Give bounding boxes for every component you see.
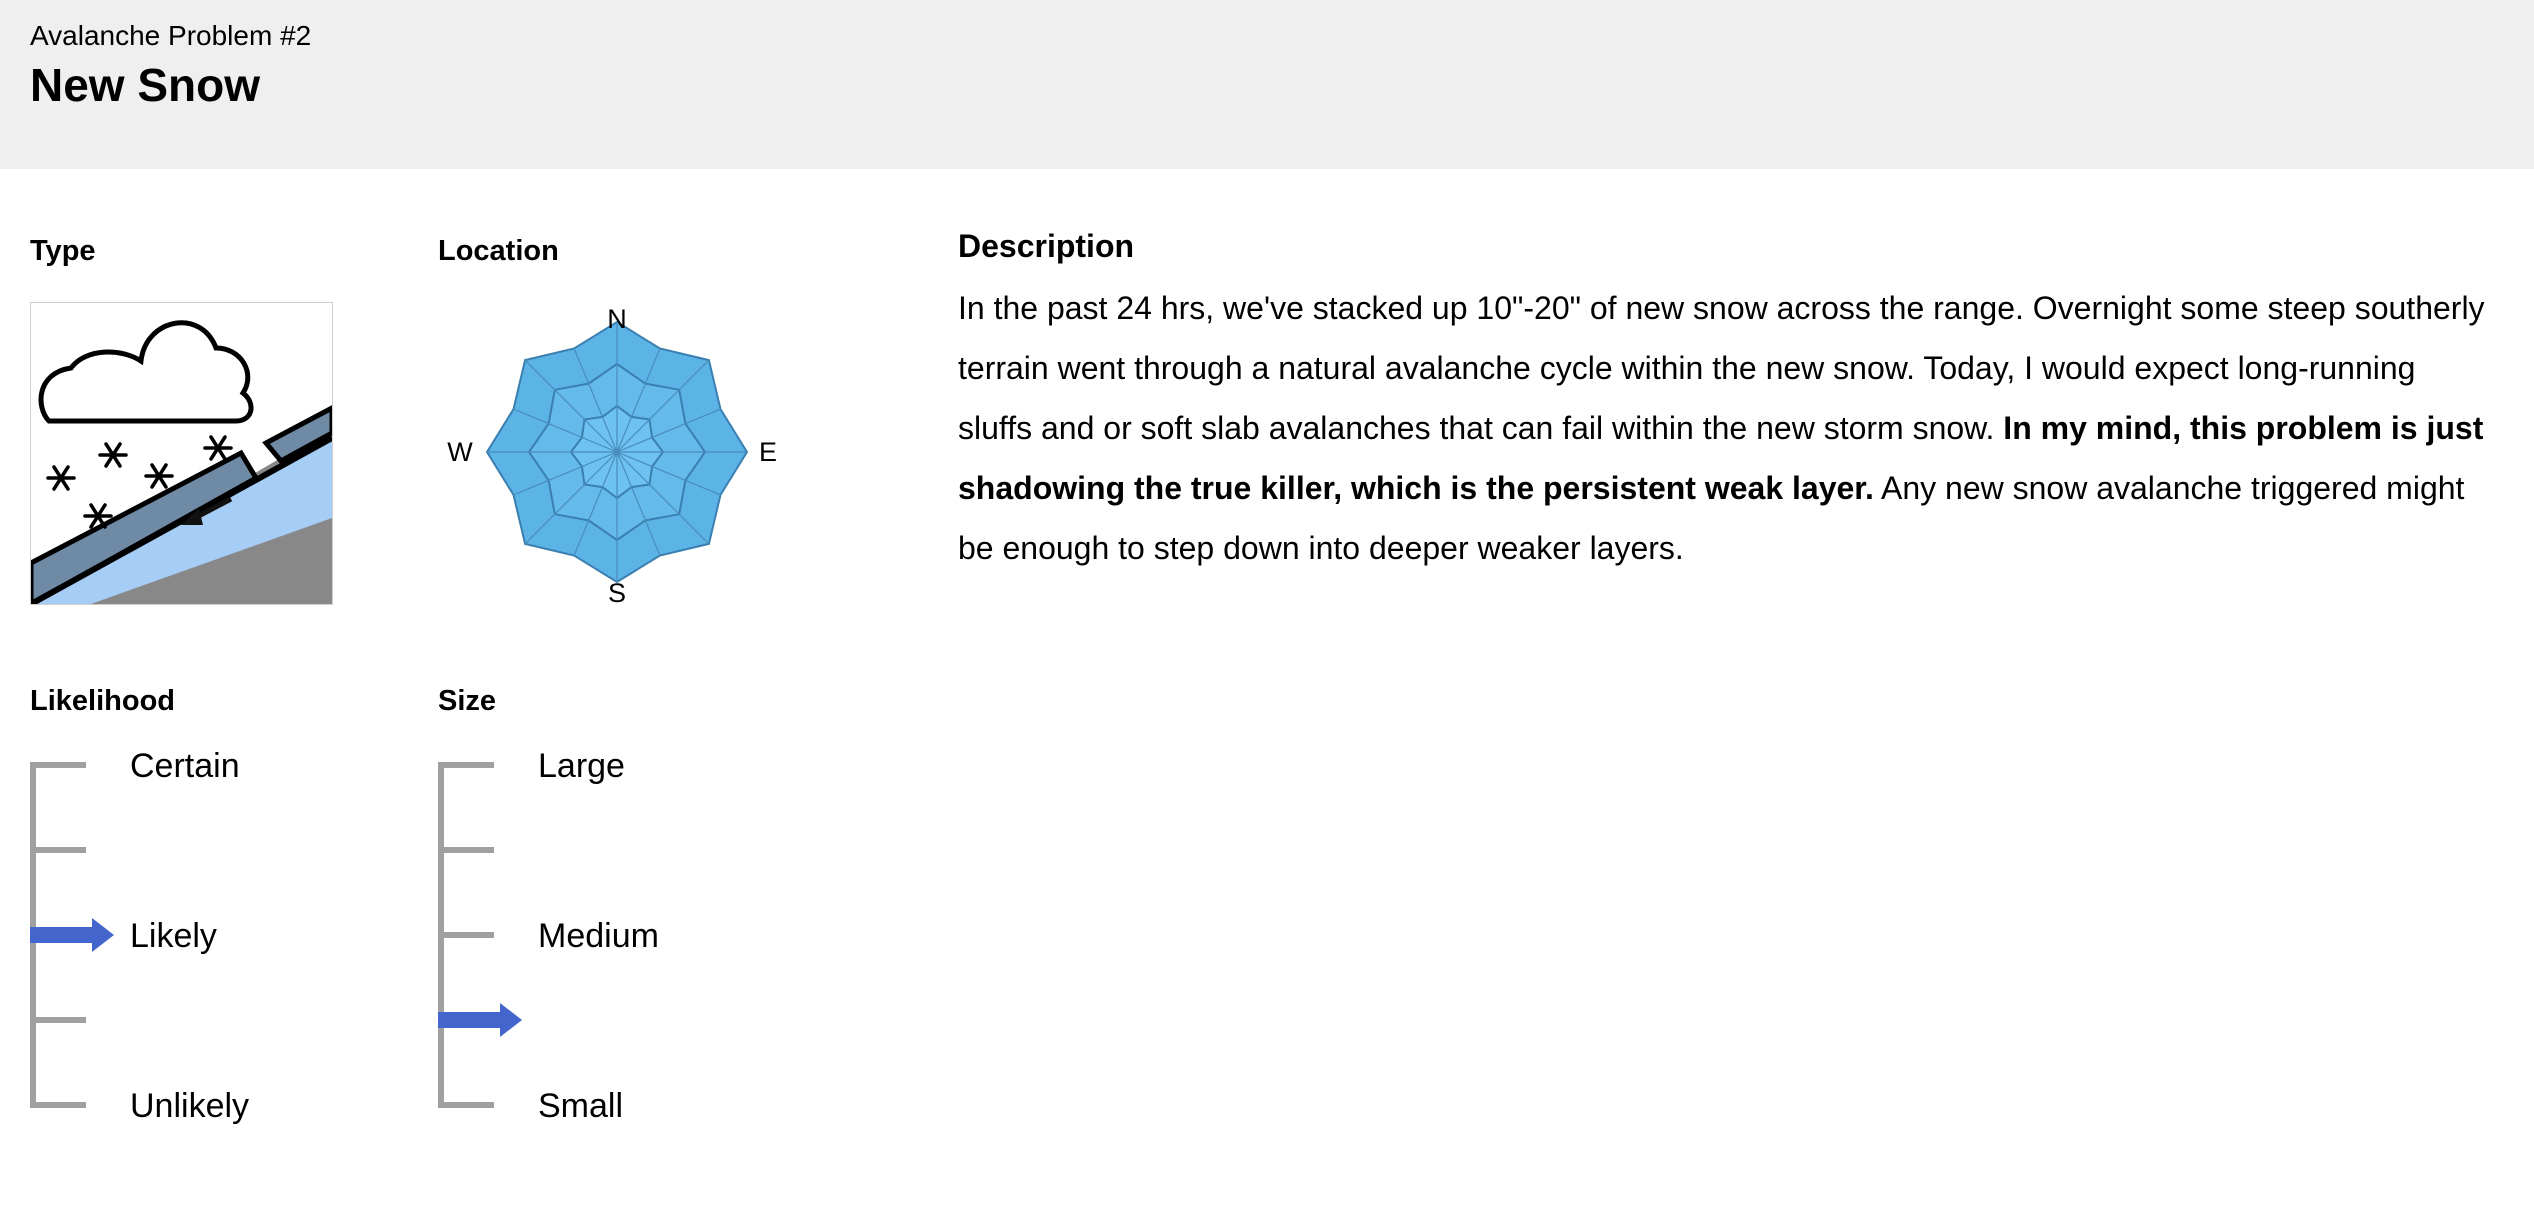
problem-number: Avalanche Problem #2 [30,20,312,51]
size-pointer-arrow [438,1003,522,1037]
description-text-bold: In my mind, this problem is just shadowing the true killer, which is the persistent weak layer. [958,410,2484,506]
description-text [958,278,2498,578]
new-snow-avalanche-icon [30,302,333,605]
size-level-medium: Medium [538,917,659,955]
likelihood-scale [30,747,290,1125]
likelihood-label: Likelihood [30,685,175,717]
size-level-large: Large [538,747,625,785]
compass-north: N [607,304,627,334]
likelihood-pointer-arrow [30,918,114,952]
compass-west: W [447,437,473,467]
type-label: Type [30,235,96,267]
size-label: Size [438,685,497,717]
description-text-after: Any new snow avalanche triggered might be enough to step down into deeper weaker layers. [958,470,2465,566]
compass-east: E [758,437,778,467]
compass-south: S [607,578,627,608]
description-title: Description [958,228,1135,264]
likelihood-level-unlikely: Unlikely [130,1087,250,1125]
aspect-elevation-rose [440,300,800,610]
likelihood-level-likely: Likely [130,917,217,955]
size-scale [438,747,698,1125]
location-label: Location [438,235,559,267]
description-text-before: In the past 24 hrs, we've stacked up 10"-20" of new snow across the range. Overnight some steep southerly terrain went through a natural avalanche cycle within the new snow. Today, I would expect long-running sluffs and or soft slab avalanches that can fail within the new storm snow. [958,290,2485,446]
size-level-small: Small [538,1087,624,1125]
likelihood-level-certain: Certain [130,747,240,785]
problem-title: New Snow [30,59,261,111]
problem-header [0,0,2534,169]
